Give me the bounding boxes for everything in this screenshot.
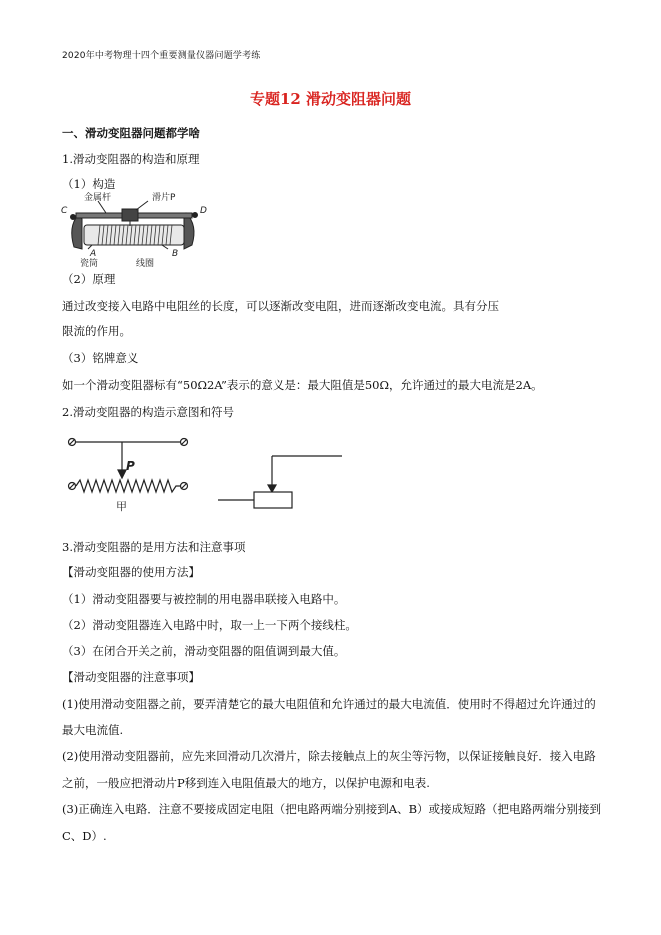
- notes-line-3: (2)使用滑动变阻器前，应先来回滑动几次滑片，除去接触点上的灰尘等污物，以保证接触良好．接入电路: [62, 749, 596, 763]
- label-ceramic-tube: 瓷筒: [80, 259, 99, 267]
- rheostat-schematic-figure: [64, 434, 194, 514]
- label-c: C: [61, 206, 68, 216]
- sub-heading-principle: （2）原理: [62, 272, 116, 286]
- page-title: 专题12 滑动变阻器问题: [249, 90, 412, 108]
- page-header: 2020年中考物理十四个重要测量仪器问题学考练: [62, 51, 261, 61]
- rheostat-construction-figure: [60, 191, 220, 267]
- label-p: P: [126, 459, 135, 473]
- usage-item-1: （1）滑动变阻器要与被控制的用电器串联接入电路中。: [62, 592, 346, 606]
- section-heading: 一、滑动变阻器问题都学啥: [62, 126, 200, 140]
- notes-line-4: 之前，一般应把滑动片P移到连入电阻值最大的地方，以保护电源和电表.: [62, 776, 430, 790]
- rheostat-symbol-figure: [218, 452, 344, 512]
- sub-heading-nameplate: （3）铭牌意义: [62, 351, 139, 365]
- label-coil: 线圈: [136, 259, 155, 267]
- nameplate-text: 如一个滑动变阻器标有“50Ω2A”表示的意义是：最大阻值是50Ω，允许通过的最大电流是2A。: [62, 378, 543, 392]
- notes-heading: 【滑动变阻器的注意事项】: [62, 670, 200, 684]
- usage-item-3: （3）在闭合开关之前，滑动变阻器的阻值调到最大值。: [62, 644, 346, 658]
- item-3-heading: 3.滑动变阻器的是用方法和注意事项: [62, 540, 246, 554]
- principle-text-line2: 限流的作用。: [62, 324, 131, 338]
- label-metal-rod: 金属杆: [84, 193, 112, 203]
- notes-line-6: C、D）.: [62, 829, 107, 843]
- notes-line-5: (3)正确连入电路．注意不要接成固定电阻（把电路两端分别接到A、B）或接成短路（把电路两端分别接到: [62, 802, 602, 816]
- label-a: A: [90, 249, 97, 259]
- item-2-heading: 2.滑动变阻器的构造示意图和符号: [62, 405, 234, 419]
- label-jia: 甲: [116, 500, 127, 513]
- usage-heading: 【滑动变阻器的使用方法】: [62, 565, 200, 579]
- label-slider: 滑片P: [152, 193, 176, 203]
- sub-heading-construction: （1）构造: [62, 177, 116, 191]
- notes-line-2: 最大电流值.: [62, 723, 124, 737]
- label-b: B: [172, 249, 179, 259]
- label-d: D: [200, 206, 207, 216]
- notes-line-1: (1)使用滑动变阻器之前，要弄清楚它的最大电阻值和允许通过的最大电流值．使用时不得超过允许通过的: [62, 697, 596, 711]
- item-1-heading: 1.滑动变阻器的构造和原理: [62, 152, 200, 166]
- principle-text-line1: 通过改变接入电路中电阻丝的长度，可以逐渐改变电阻，进而逐渐改变电流。具有分压: [62, 299, 499, 313]
- usage-item-2: （2）滑动变阻器连入电路中时，取一上一下两个接线柱。: [62, 618, 357, 632]
